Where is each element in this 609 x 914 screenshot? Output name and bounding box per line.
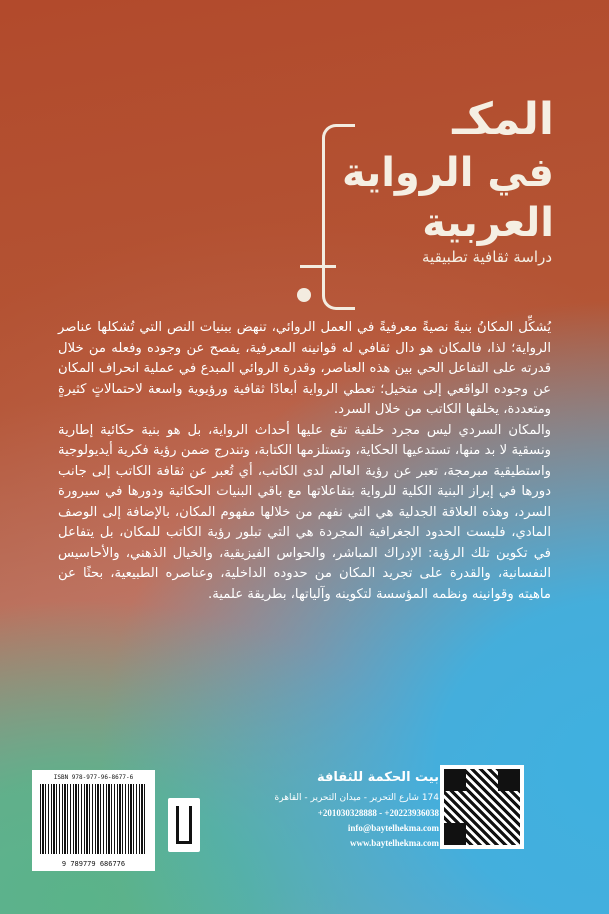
- qr-pattern: [444, 769, 520, 845]
- publisher-name: بيت الحكمة للثقافة: [317, 770, 439, 785]
- paragraph-2: والمكان السردي ليس مجرد خلفية تقع عليها أحداث الرواية، بل هو بنية حكائية إطارية ونسقية لا بد منها، تستدعيها الحكاية، وتستلزمها الكتابة، وتندرج ضمن رؤية فكرية أيديولوجية واستطيقية مبرمجة، تعبر عن رؤية العالم لدى الكاتب، أي تُعبر عن ثقافة الكاتب إلى جانب دورها في إبراز البنية الكلية للرواية بتفاعلاتها مع باقي البنيات الحكائية ودورها في سيرورة السرد، وهذه العلاقة الجدلية هي التي نفهم من خلالها مفهوم المكان، بالإضافة إلى الوصف المادي، فليست الحدود الجغرافية المجردة هي التي تبلور رؤية الكاتب للمكان، بل يتفاعل في تكوين تلك الرؤية: الإدراك المباشر، والحواس الفيزيقية، والخيال الذهني، والأحاسيس النفسانية، والقدرة على تجريد المكان من حدوده الداخلية، وعناصره الطبيعية، بحثًا عن ماهيته وقوانينه ونظمه المؤسسة لتكوينه وآلياتها، بطريقة علمية.: [58, 422, 551, 602]
- logo-glyph-icon: [176, 806, 192, 844]
- title-line-2: في الرواية: [341, 150, 554, 196]
- qr-code: [440, 765, 524, 849]
- publisher-website: www.baytelhekma.com: [350, 838, 439, 848]
- publisher-logo: [168, 798, 200, 852]
- publisher-address: 174 شارع التحرير - ميدان التحرير - القاهرة: [274, 793, 439, 803]
- back-cover-text: [58, 318, 551, 605]
- isbn-label: ISBN 978-977-96-8677-6: [53, 774, 134, 781]
- paragraph-1: يُشكِّل المكانُ بنيةً نصيةً معرفيةً في العمل الروائي، تنهض ببنيات النص التي تُشكلها عناصر الرواية؛ لذا، فالمكان هو دال ثقافي له قوانينه المعرفية، يفصح عن وجوده وفعله من خلال قدرته على التفاعل الحي بين هذه العناصر، وقدرة الروائي المبدع في عملية انحراف المكان عن وجوده الواقعي إلى متخيل؛ تعطي الرواية أبعادًا ثقافية ورؤيوية واسعة لاحتمالاتٍ كثيرةٍ ومتعددة، يخلقها الكاتب من خلال السرد.: [58, 320, 551, 417]
- barcode-number: 9 789779 686776: [61, 860, 126, 868]
- barcode-bars: [40, 784, 147, 854]
- subtitle: دراسة ثقافية تطبيقية: [422, 248, 552, 266]
- title-frame-dot: [297, 288, 311, 302]
- publisher-email: info@baytelhekma.com: [347, 823, 439, 833]
- title-line-3: العربية: [422, 200, 554, 246]
- title-line-1: المكـ: [452, 94, 554, 145]
- publisher-info: [275, 770, 439, 851]
- publisher-phones: +201030328888 - +20223936038: [317, 808, 439, 818]
- isbn-barcode: [32, 770, 155, 871]
- title-frame-underline: [300, 265, 336, 268]
